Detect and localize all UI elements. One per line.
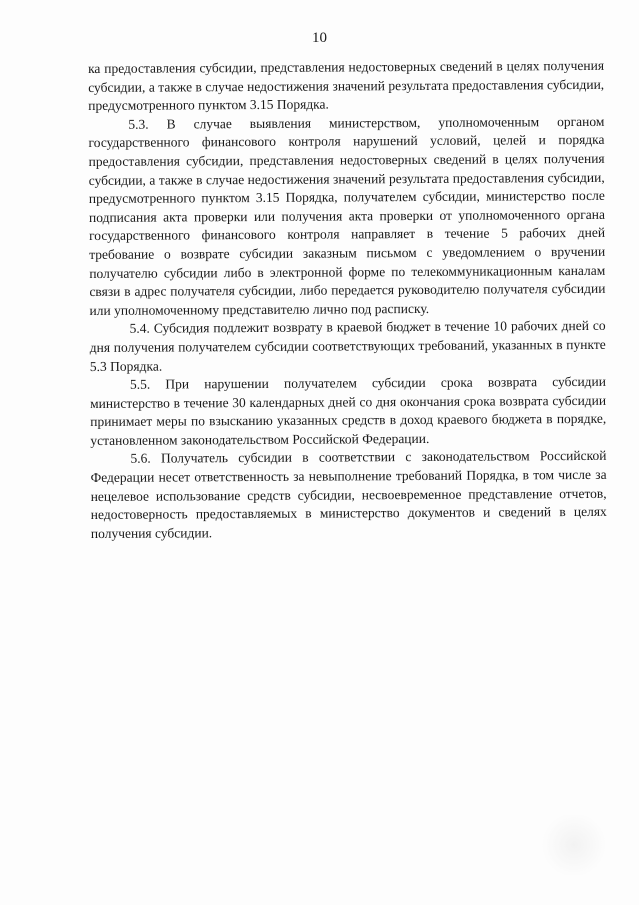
paragraph-continuation: ка предоставления субсидии, представления недостоверных сведений в целях получения субсидии, а также в случае недостижения значений результата предоставления субсидии, предусмотренного пунктом 3.15 Порядка.	[88, 57, 605, 114]
document-body	[88, 57, 607, 544]
paragraph-5-5: 5.5. При нарушении получателем субсидии срока возврата субсидии министерство в течение 30 календарных дней со дня окончания срока возврата субсидии принимает меры по взысканию указанных средств в доход краевого бюджета в порядке, установленном законодательством Российской Федерации.	[90, 373, 607, 448]
paragraph-5-3: 5.3. В случае выявления министерством, уполномоченным органом государственного финансового контроля нарушений условий, целей и порядка предоставления субсидии, представления недостоверных сведений в целях получения субсидии, а также в случае недостижения значений результата предоставления субсидии, предусмотренного пунктом 3.15 Порядка, получателем субсидии, министерство после подписания акта проверки или получения акта проверки от уполномоченного органа государственного финансового контроля направляет в течение 5 рабочих дней требование о возврате субсидии заказным письмом с уведомлением о вручении получателю субсидии либо в электронной форме по телекоммуникационным каналам связи в адрес получателя субсидии, либо передается руководителю получателя субсидии или уполномоченному представителю лично под расписку.	[88, 113, 606, 318]
paragraph-5-6: 5.6. Получатель субсидии в соответствии с законодательством Российской Федерации несет ответственность за невыполнение требований Порядка, в том числе за нецелевое использование средств субсидии, несвоевременное представление отчетов, недостоверность предоставляемых в министерство документов и сведений в целях получения субсидии.	[90, 448, 607, 541]
paragraph-5-4: 5.4. Субсидия подлежит возврату в краевой бюджет в течение 10 рабочих дней со дня получения получателем субсидии соответствующих требований, указанных в пункте 5.3 Порядка.	[89, 318, 606, 374]
scan-smudge	[539, 815, 609, 875]
page-number: 10	[312, 30, 327, 46]
